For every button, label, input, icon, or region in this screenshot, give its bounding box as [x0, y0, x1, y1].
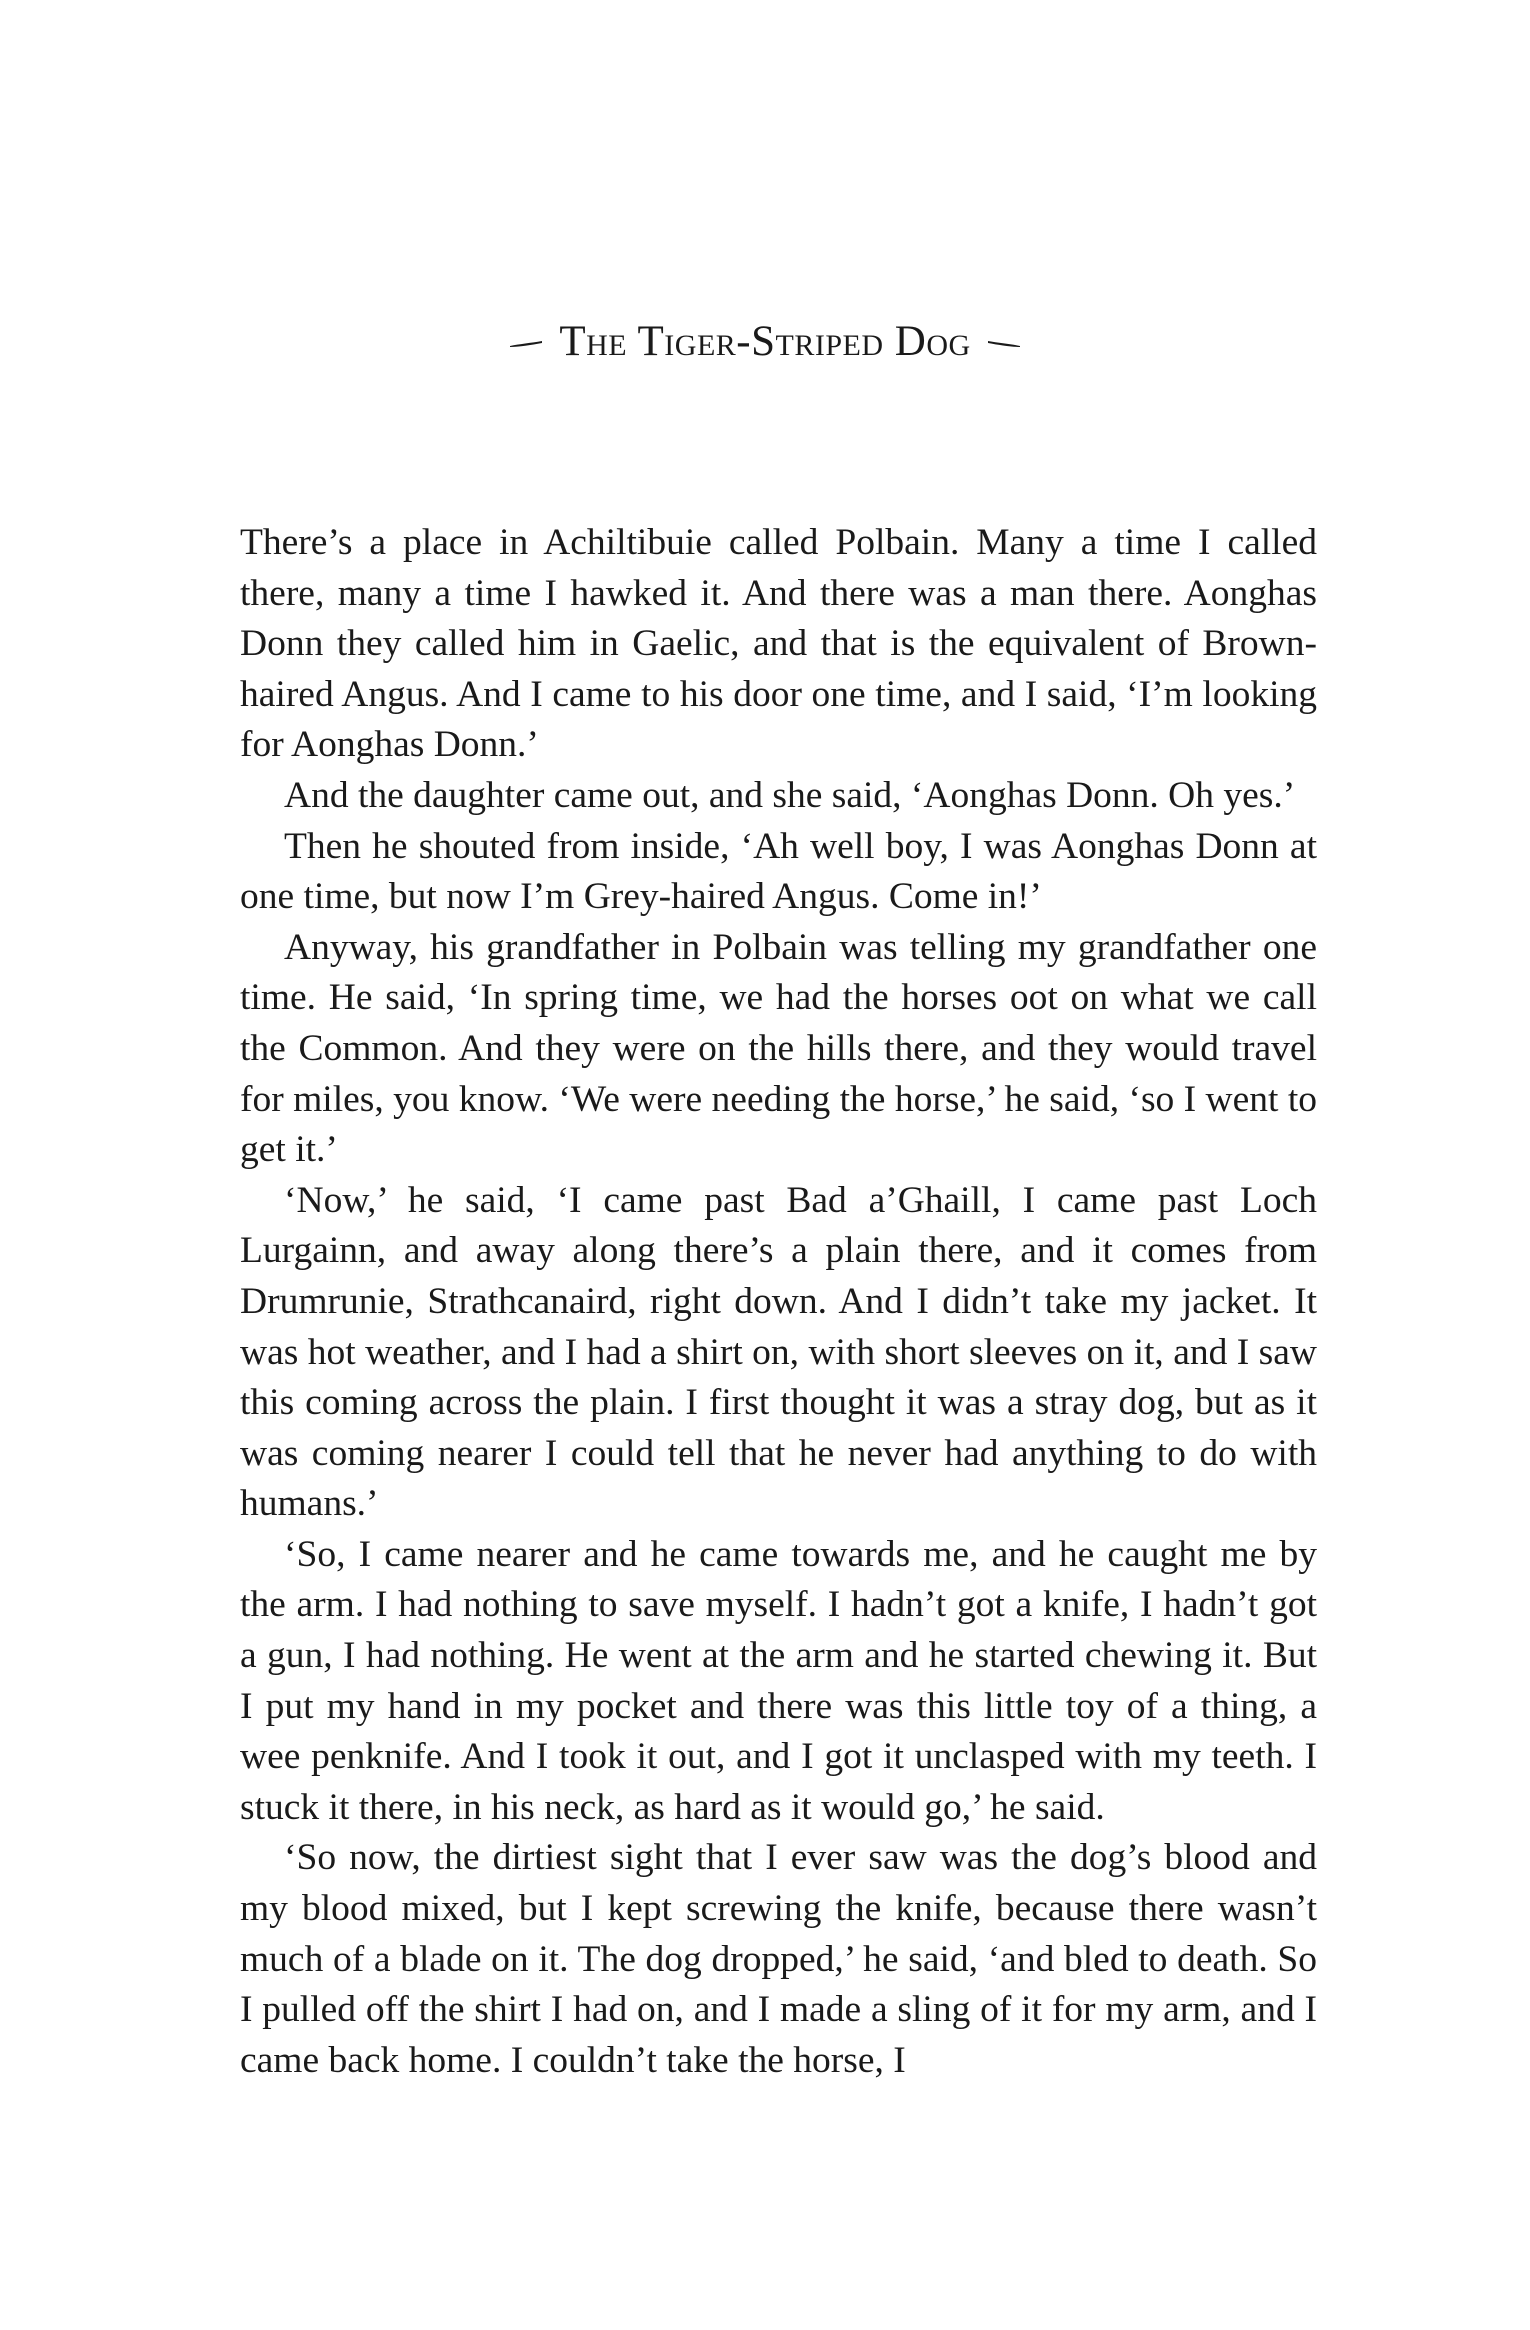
paragraph: Then he shouted from inside, ‘Ah well boy, I was Aonghas Donn at one time, but now I’m Grey-haired Angus. Come in!’ — [240, 825, 1317, 918]
body-text — [240, 518, 1317, 2086]
paragraph: ‘So, I came nearer and he came towards me, and he caught me by the arm. I had nothing to save myself. I hadn’t got a knife, I hadn’t got a gun, I had nothing. He went at the arm and he started chewing it. But I put my hand in my pocket and there was this little toy of a thing, a wee penknife. And I took it out, and I got it unclasped with my teeth. I stuck it there, in his neck, as hard as it would go,’ he said. — [240, 1533, 1317, 1828]
paragraph: And the daughter came out, and she said, ‘Aonghas Donn. Oh yes.’ — [284, 774, 1296, 816]
paragraph: There’s a place in Achiltibuie called Polbain. Many a time I called there, many a time I hawked it. And there was a man there. Aonghas Donn they called him in Gaelic, and that is the equivalent of Brown-haired Angus. And I came to his door one time, and I said, ‘I’m looking for Aonghas Donn.’ — [240, 522, 1317, 766]
chapter-title: The Tiger-Striped Dog — [559, 318, 971, 365]
right-flourish-icon — [987, 339, 1021, 351]
paragraph: Anyway, his grandfather in Polbain was telling my grandfather one time. He said, ‘In spring time, we had the horses oot on what we call the Common. And they were on the hills there, and they would travel for miles, you know. ‘We were needing the horse,’ he said, ‘so I went to get it.’ — [240, 926, 1317, 1171]
left-flourish-icon — [509, 339, 543, 351]
paragraph: ‘Now,’ he said, ‘I came past Bad a’Ghaill, I came past Loch Lurgainn, and away along there’s a plain there, and it comes from Drumrunie, Strathcanaird, right down. And I didn’t take my jacket. It was hot weather, and I had a shirt on, with short sleeves on it, and I saw this coming across the plain. I first thought it was a stray dog, but as it was coming nearer I could tell that he never had anything to do with humans.’ — [240, 1179, 1317, 1525]
chapter-heading — [0, 312, 1530, 372]
paragraph: ‘So now, the dirtiest sight that I ever saw was the dog’s blood and my blood mixed, but I kept screwing the knife, because there wasn’t much of a blade on it. The dog dropped,’ he said, ‘and bled to death. So I pulled off the shirt I had on, and I made a sling of it for my arm, and I came back home. I couldn’t take the horse, I — [240, 1837, 1317, 2081]
